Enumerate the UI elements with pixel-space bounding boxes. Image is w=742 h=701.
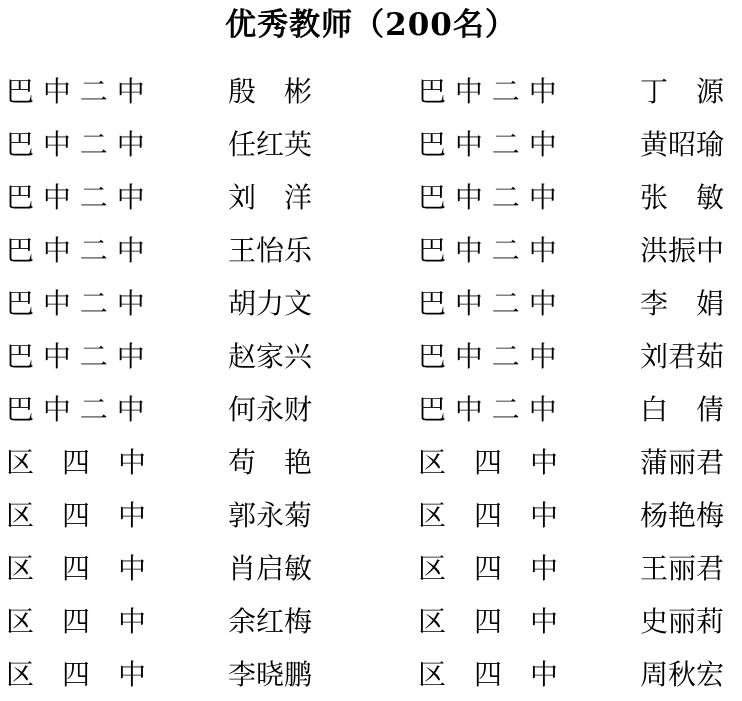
right-teacher-name: 周秋宏 <box>640 658 725 691</box>
right-school-cell: 巴 中 二 中 <box>418 128 557 161</box>
right-teacher-name: 史丽莉 <box>640 605 725 638</box>
left-school-cell: 巴 中 二 中 <box>6 393 145 426</box>
left-teacher-name: 赵家兴 <box>228 340 313 373</box>
right-teacher-name: 黄昭瑜 <box>640 128 725 161</box>
left-teacher-name: 肖启敏 <box>228 552 313 585</box>
list-row <box>0 65 742 118</box>
list-row <box>0 383 742 436</box>
left-teacher-name: 殷 彬 <box>228 75 313 108</box>
right-school-cell: 巴 中 二 中 <box>418 234 557 267</box>
left-teacher-name: 任红英 <box>228 128 313 161</box>
right-school-cell: 区 四 中 <box>418 499 559 532</box>
left-teacher-name: 李晓鹏 <box>228 658 313 691</box>
right-teacher-name: 杨艳梅 <box>640 499 725 532</box>
right-school-cell: 区 四 中 <box>418 605 559 638</box>
list-row <box>0 542 742 595</box>
right-school-cell: 巴 中 二 中 <box>418 393 557 426</box>
page-title: 优秀教师（200名） <box>225 7 517 43</box>
teacher-list <box>0 65 742 701</box>
left-school-cell: 巴 中 二 中 <box>6 340 145 373</box>
list-row <box>0 171 742 224</box>
list-row <box>0 277 742 330</box>
right-school-cell: 巴 中 二 中 <box>418 287 557 320</box>
list-row <box>0 648 742 701</box>
left-teacher-name: 郭永菊 <box>228 499 313 532</box>
left-school-cell: 巴 中 二 中 <box>6 128 145 161</box>
left-school-cell: 区 四 中 <box>6 552 147 585</box>
list-row <box>0 224 742 277</box>
right-teacher-name: 白 倩 <box>640 393 725 426</box>
left-school-cell: 巴 中 二 中 <box>6 181 145 214</box>
list-row <box>0 118 742 171</box>
right-teacher-name: 蒲丽君 <box>640 446 725 479</box>
right-teacher-name: 张 敏 <box>640 181 725 214</box>
right-teacher-name: 王丽君 <box>640 552 725 585</box>
right-teacher-name: 洪振中 <box>640 234 725 267</box>
list-row <box>0 595 742 648</box>
right-teacher-name: 丁 源 <box>640 75 725 108</box>
left-school-cell: 区 四 中 <box>6 658 147 691</box>
left-school-cell: 区 四 中 <box>6 499 147 532</box>
left-teacher-name: 苟 艳 <box>228 446 313 479</box>
left-school-cell: 巴 中 二 中 <box>6 234 145 267</box>
right-school-cell: 巴 中 二 中 <box>418 340 557 373</box>
right-school-cell: 巴 中 二 中 <box>418 75 557 108</box>
right-teacher-name: 刘君茹 <box>640 340 725 373</box>
left-school-cell: 区 四 中 <box>6 446 147 479</box>
list-row <box>0 330 742 383</box>
left-school-cell: 区 四 中 <box>6 605 147 638</box>
right-school-cell: 区 四 中 <box>418 658 559 691</box>
left-teacher-name: 刘 洋 <box>228 181 313 214</box>
right-school-cell: 区 四 中 <box>418 446 559 479</box>
left-teacher-name: 王怡乐 <box>228 234 313 267</box>
left-school-cell: 巴 中 二 中 <box>6 75 145 108</box>
left-school-cell: 巴 中 二 中 <box>6 287 145 320</box>
left-teacher-name: 胡力文 <box>228 287 313 320</box>
list-row <box>0 436 742 489</box>
list-row <box>0 489 742 542</box>
right-school-cell: 巴 中 二 中 <box>418 181 557 214</box>
right-teacher-name: 李 娟 <box>640 287 725 320</box>
left-teacher-name: 何永财 <box>228 393 313 426</box>
right-school-cell: 区 四 中 <box>418 552 559 585</box>
left-teacher-name: 余红梅 <box>228 605 313 638</box>
